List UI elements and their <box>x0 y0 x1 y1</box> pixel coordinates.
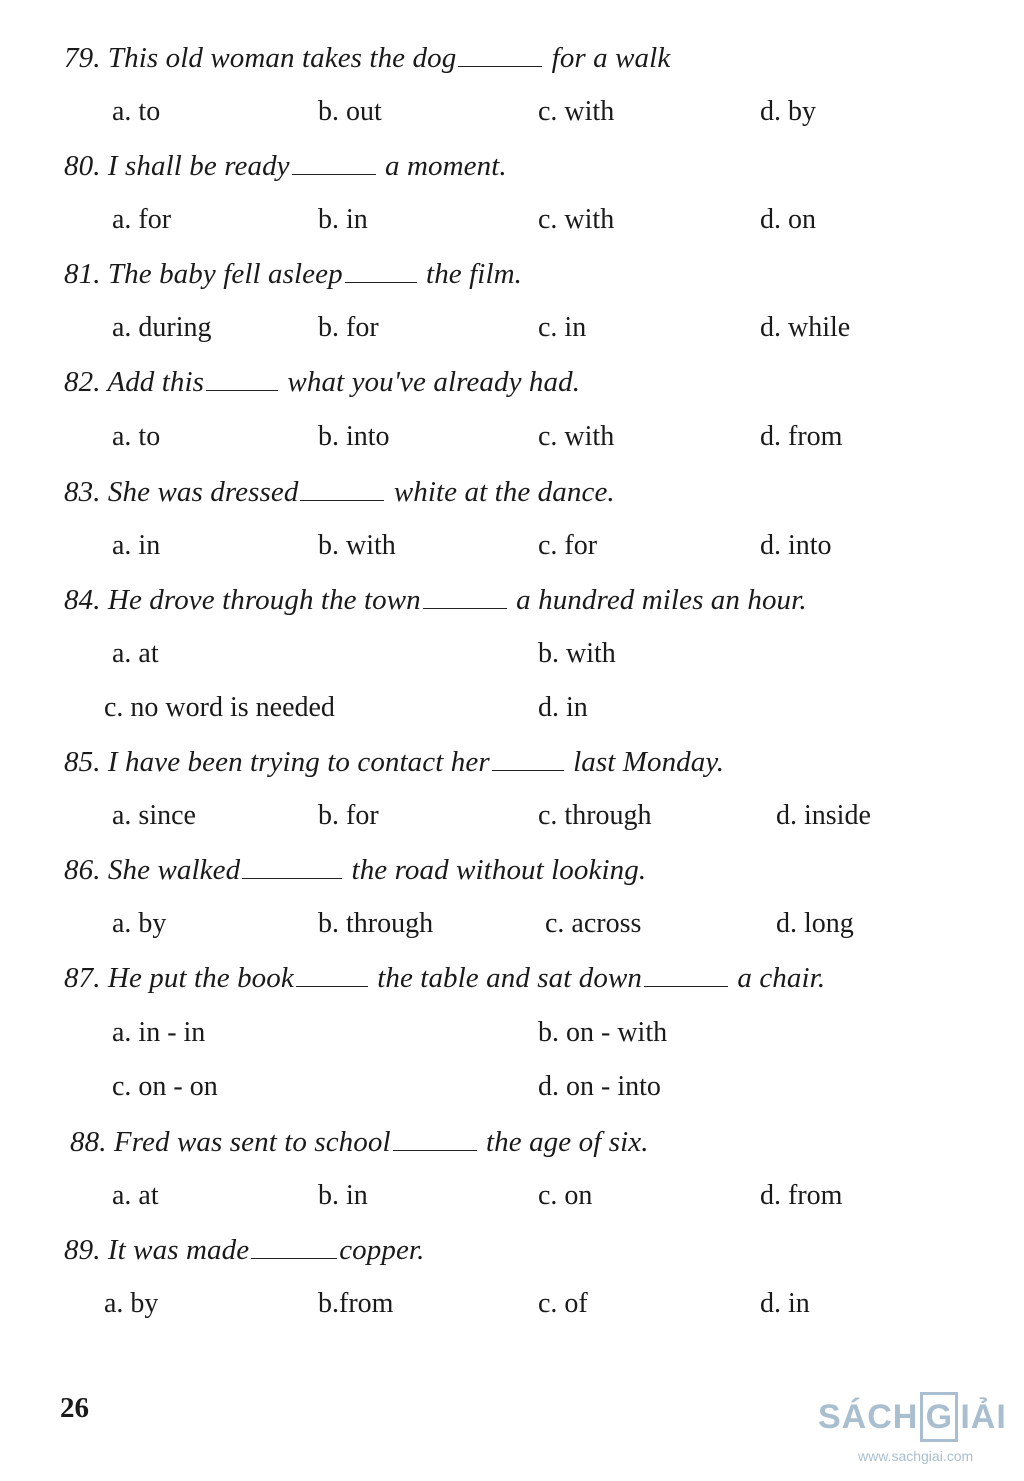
option-a: a. by <box>104 1288 159 1319</box>
option-a: a. by <box>112 908 167 939</box>
question-text: I have been trying to contact her <box>107 746 490 778</box>
option-c: c. through <box>538 800 652 831</box>
question-81 <box>64 258 522 291</box>
question-text: the road without looking. <box>351 854 647 886</box>
option-b: b.from <box>318 1288 394 1319</box>
question-82 <box>64 366 580 399</box>
question-text: It was made <box>107 1234 250 1266</box>
question-text: a moment. <box>385 150 507 182</box>
option-c: c. no word is needed <box>104 692 335 723</box>
answer-blank <box>644 966 728 987</box>
option-c: c. with <box>538 96 615 127</box>
question-text: She was dressed <box>107 476 299 508</box>
question-number: 88. <box>70 1126 107 1158</box>
option-b: b. for <box>318 800 379 831</box>
option-a: a. for <box>112 204 172 235</box>
answer-blank <box>423 588 507 609</box>
question-text: The baby fell asleep <box>107 258 343 290</box>
question-number: 79. <box>64 42 101 74</box>
question-text: the film. <box>426 258 522 290</box>
option-c: c. with <box>538 421 615 452</box>
question-number: 85. <box>64 746 101 778</box>
page-number: 26 <box>60 1392 89 1424</box>
question-number: 81. <box>64 258 101 290</box>
option-b: b. in <box>318 1180 368 1211</box>
option-d: d. in <box>760 1288 810 1319</box>
option-b: b. on - with <box>538 1017 668 1048</box>
question-79 <box>64 42 670 75</box>
option-c: c. of <box>538 1288 588 1319</box>
option-c: c. across <box>545 908 642 939</box>
option-d: d. on <box>760 204 816 235</box>
watermark-text: SÁCH <box>818 1397 919 1436</box>
option-a: a. at <box>112 638 159 669</box>
answer-blank <box>300 480 384 501</box>
question-text: Fred was sent to school <box>113 1126 391 1158</box>
question-80 <box>64 150 507 183</box>
question-text: copper. <box>339 1234 425 1266</box>
option-d: d. from <box>760 1180 843 1211</box>
option-b: b. for <box>318 312 379 343</box>
answer-blank <box>458 46 542 67</box>
question-85 <box>64 746 724 779</box>
option-d: d. inside <box>776 800 871 831</box>
watermark-logo <box>818 1392 1007 1442</box>
option-d: d. by <box>760 96 816 127</box>
answer-blank <box>292 154 376 175</box>
answer-blank <box>251 1238 337 1259</box>
option-b: b. into <box>318 421 390 452</box>
question-text: He put the book <box>107 962 294 994</box>
question-text: what you've already had. <box>287 366 581 398</box>
option-c: c. for <box>538 530 598 561</box>
option-c: c. on - on <box>112 1071 218 1102</box>
answer-blank <box>492 750 564 771</box>
option-b: b. in <box>318 204 368 235</box>
question-text: He drove through the town <box>107 584 421 616</box>
question-text: I shall be ready <box>107 150 290 182</box>
watermark-boxed-letter: G <box>920 1392 958 1442</box>
answer-blank <box>393 1130 477 1151</box>
question-text: the age of six. <box>486 1126 649 1158</box>
question-86 <box>64 854 646 887</box>
option-b: b. out <box>318 96 382 127</box>
question-text: the table and sat down <box>377 962 643 994</box>
option-d: d. on - into <box>538 1071 661 1102</box>
answer-blank <box>296 966 368 987</box>
option-d: d. long <box>776 908 854 939</box>
question-number: 86. <box>64 854 101 886</box>
option-a: a. to <box>112 96 161 127</box>
answer-blank <box>242 858 342 879</box>
question-text: last Monday. <box>573 746 725 778</box>
question-text: for a walk <box>551 42 671 74</box>
option-d: d. from <box>760 421 843 452</box>
question-87 <box>64 962 825 995</box>
question-number: 80. <box>64 150 101 182</box>
option-c: c. on <box>538 1180 593 1211</box>
option-d: d. in <box>538 692 588 723</box>
answer-blank <box>345 262 417 283</box>
option-a: a. since <box>112 800 196 831</box>
answer-blank <box>206 370 278 391</box>
option-c: c. with <box>538 204 615 235</box>
option-a: a. to <box>112 421 161 452</box>
option-a: a. in <box>112 530 161 561</box>
question-text: This old woman takes the dog <box>107 42 457 74</box>
question-88 <box>70 1126 649 1159</box>
question-89 <box>64 1234 424 1267</box>
option-d: d. while <box>760 312 851 343</box>
question-number: 82. <box>64 366 101 398</box>
question-84 <box>64 584 807 617</box>
question-text: She walked <box>107 854 241 886</box>
question-number: 83. <box>64 476 101 508</box>
option-b: b. with <box>538 638 616 669</box>
question-number: 87. <box>64 962 101 994</box>
option-a: a. during <box>112 312 212 343</box>
question-83 <box>64 476 615 509</box>
option-d: d. into <box>760 530 832 561</box>
option-b: b. with <box>318 530 396 561</box>
option-a: a. at <box>112 1180 159 1211</box>
question-text: Add this <box>107 366 205 398</box>
option-a: a. in - in <box>112 1017 206 1048</box>
watermark-text: IẢI <box>960 1397 1007 1436</box>
question-text: a chair. <box>737 962 826 994</box>
question-number: 89. <box>64 1234 101 1266</box>
watermark-site: www.sachgiai.com <box>858 1448 974 1464</box>
option-c: c. in <box>538 312 587 343</box>
question-number: 84. <box>64 584 101 616</box>
question-text: a hundred miles an hour. <box>516 584 807 616</box>
question-text: white at the dance. <box>393 476 615 508</box>
option-b: b. through <box>318 908 434 939</box>
